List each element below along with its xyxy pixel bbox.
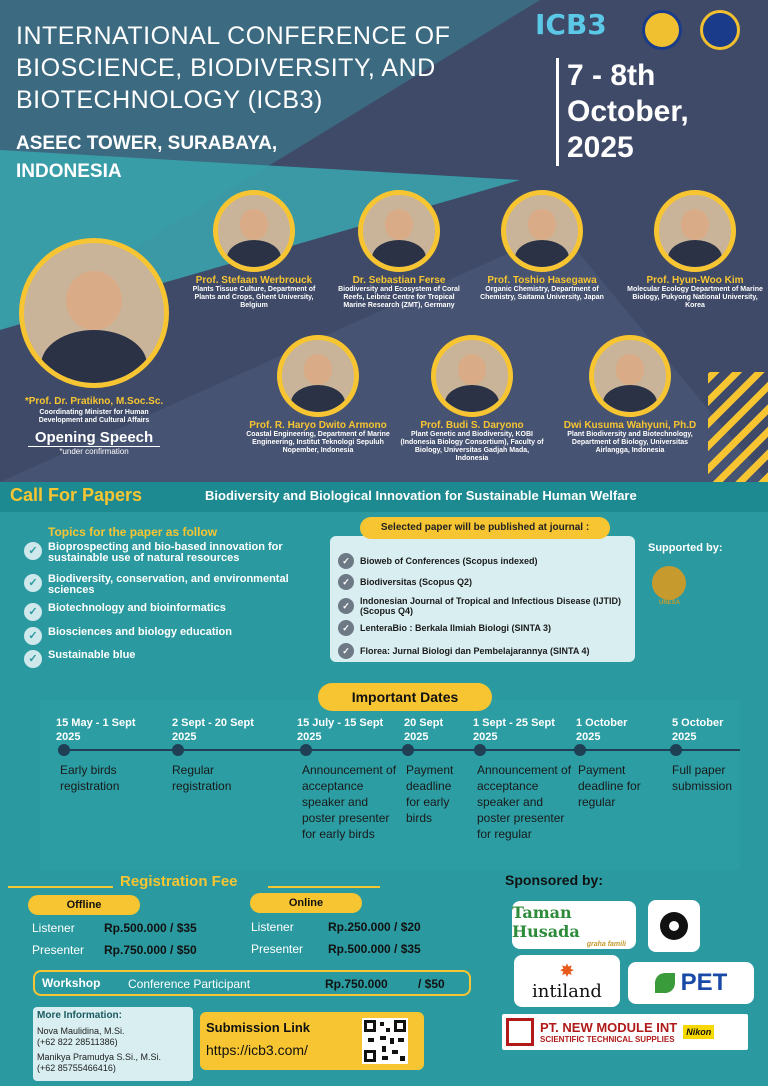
pet-text: PET bbox=[680, 969, 728, 996]
workshop-fee: Rp.750.000 bbox=[325, 977, 388, 991]
timeline-dot bbox=[574, 744, 586, 756]
supported-by-label: Supported by: bbox=[648, 542, 723, 554]
timeline-line bbox=[60, 749, 740, 751]
new-module-logo bbox=[502, 1014, 748, 1050]
topic-label: Biotechnology and bioinformatics bbox=[48, 602, 226, 614]
speaker-affiliation: Plant Genetic and Biodiversity, KOBI (Indonesia Biology Consortium), Faculty of Biology, Universitas Gadjah Mada, Indonesia bbox=[400, 431, 544, 462]
conference-venue: ASEEC TOWER, SURABAYA, INDONESIA bbox=[16, 133, 278, 182]
speaker-photo bbox=[654, 190, 736, 272]
speaker-affiliation: Plants Tissue Culture, Department of Plants and Crops, Ghent University, Belgium bbox=[192, 286, 316, 309]
speaker-name: Prof. Budi S. Daryono bbox=[420, 420, 524, 431]
speaker-affiliation: Coastal Engineering, Department of Marine Engineering, Institut Teknologi Sepuluh Nopember, Indonesia bbox=[246, 431, 390, 454]
fee-label: Listener bbox=[32, 921, 75, 935]
fee-value: Rp.750.000 / $50 bbox=[104, 943, 197, 957]
timeline-date: 1 October 2025 bbox=[576, 717, 628, 743]
registration-heading: Registration Fee bbox=[120, 873, 238, 890]
timeline-desc: Announcement of acceptance speaker and poster presenter for regular bbox=[477, 763, 572, 841]
speaker-photo bbox=[213, 190, 295, 272]
journal-label: Indonesian Journal of Tropical and Infectious Disease (IJTID) (Scopus Q4) bbox=[360, 596, 622, 616]
journal-item bbox=[338, 643, 634, 659]
keynote-photo bbox=[19, 238, 169, 388]
check-icon: ✓ bbox=[24, 542, 42, 560]
fee-label: Presenter bbox=[251, 942, 304, 956]
pet-logo bbox=[628, 962, 754, 1004]
timeline-dot bbox=[300, 744, 312, 756]
keynote-speaker bbox=[6, 238, 182, 456]
contact-name: Nova Maulidina, M.Si. bbox=[37, 1026, 125, 1036]
topic-item bbox=[24, 650, 324, 668]
check-icon: ✓ bbox=[338, 643, 354, 659]
submission-label: Submission Link bbox=[206, 1020, 311, 1035]
timeline-dot bbox=[402, 744, 414, 756]
journal-label: Bioweb of Conferences (Scopus indexed) bbox=[360, 556, 538, 566]
speaker-card bbox=[398, 335, 546, 463]
its-logo-icon bbox=[700, 10, 740, 50]
topic-item bbox=[24, 603, 324, 621]
check-icon: ✓ bbox=[24, 627, 42, 645]
contact-phone: (+62 85755466416) bbox=[37, 1063, 116, 1073]
speaker-name: Dwi Kusuma Wahyuni, Ph.D bbox=[563, 420, 697, 431]
topic-label: Biodiversity, conservation, and environmental sciences bbox=[48, 573, 289, 596]
keynote-note: *under confirmation bbox=[59, 447, 129, 456]
timeline-dot bbox=[58, 744, 70, 756]
journal-item bbox=[338, 620, 634, 636]
check-icon: ✓ bbox=[338, 620, 354, 636]
reg-divider bbox=[8, 886, 113, 888]
fee-label: Presenter bbox=[32, 943, 85, 957]
important-dates-heading: Important Dates bbox=[318, 683, 492, 711]
topic-item bbox=[24, 574, 324, 596]
topic-item bbox=[24, 542, 324, 564]
decorative-stripes bbox=[708, 372, 768, 482]
taman-husada-logo bbox=[512, 901, 636, 949]
speaker-affiliation: Biodiversity and Ecosystem of Coral Reefs, Leibniz Centre for Tropical Marine Research (ZMT), Germany bbox=[338, 286, 460, 309]
module-tagline: SCIENTIFIC TECHNICAL SUPPLIES bbox=[540, 1035, 675, 1044]
timeline-dot bbox=[172, 744, 184, 756]
online-label: Online bbox=[250, 893, 362, 913]
speaker-photo bbox=[589, 335, 671, 417]
conference-title: INTERNATIONAL CONFERENCE OF BIOSCIENCE, BIODIVERSITY, AND BIOTECHNOLOGY (ICB3) bbox=[16, 22, 451, 114]
speaker-name: Prof. Stefaan Werbrouck bbox=[195, 275, 313, 286]
check-icon: ✓ bbox=[24, 650, 42, 668]
contact-name: Manikya Pramudya S.Si., M.Si. bbox=[37, 1052, 162, 1062]
workshop-label: Workshop bbox=[42, 976, 101, 990]
unesa-logo-icon bbox=[652, 566, 686, 600]
timeline-dot bbox=[670, 744, 682, 756]
fee-label: Listener bbox=[251, 920, 294, 934]
taman-husada-tagline: graha famili bbox=[586, 940, 626, 948]
module-name: PT. NEW MODULE INT bbox=[540, 1020, 678, 1035]
speaker-card bbox=[238, 335, 398, 455]
intiland-logo bbox=[514, 955, 620, 1007]
workshop-participant: Conference Participant bbox=[128, 977, 251, 991]
taman-husada-text: Taman Husada bbox=[512, 902, 580, 941]
contact-phone: (+62 822 28511386) bbox=[37, 1037, 118, 1047]
journal-label: LenteraBio : Berkala Ilmiah Biologi (SINTA 3) bbox=[360, 623, 552, 633]
timeline-desc: Payment deadline for regular bbox=[578, 763, 641, 809]
timeline-desc: Full paper submission bbox=[672, 763, 733, 793]
speaker-affiliation: Plant Biodiversity and Biotechnology, Department of Biology, Universitas Airlangga, Indonesia bbox=[567, 431, 693, 454]
journal-heading: Selected paper will be published at journal : bbox=[360, 517, 610, 539]
topic-label: Bioprospecting and bio-based innovation for sustainable use of natural resources bbox=[48, 541, 283, 564]
speaker-affiliation: Organic Chemistry, Department of Chemistry, Saitama University, Japan bbox=[480, 286, 604, 301]
nikon-logo: Nikon bbox=[683, 1025, 714, 1039]
sponsored-heading: Sponsored by: bbox=[505, 872, 604, 888]
timeline-date: 2 Sept - 20 Sept 2025 bbox=[172, 717, 254, 743]
journal-item bbox=[338, 596, 634, 616]
timeline-desc: Payment deadline for early birds bbox=[406, 763, 454, 825]
event-date-days: 7 - 8th bbox=[567, 59, 656, 92]
topics-heading: Topics for the paper as follow bbox=[48, 525, 218, 539]
speaker-card bbox=[556, 335, 704, 455]
check-icon: ✓ bbox=[24, 603, 42, 621]
check-icon: ✓ bbox=[24, 574, 42, 592]
topic-label: Biosciences and biology education bbox=[48, 626, 232, 638]
module-mark-icon bbox=[506, 1018, 534, 1046]
speaker-name: Prof. Hyun-Woo Kim bbox=[646, 275, 744, 286]
workshop-fee-usd: / $50 bbox=[418, 977, 445, 991]
orchid-logo-icon bbox=[648, 900, 700, 952]
intiland-mark-icon: ✸ bbox=[560, 962, 574, 980]
speaker-photo bbox=[358, 190, 440, 272]
cfp-theme: Biodiversity and Biological Innovation for Sustainable Human Welfare bbox=[205, 488, 637, 503]
university-seal-icon bbox=[642, 10, 682, 50]
speaker-photo bbox=[501, 190, 583, 272]
timeline-date: 5 October 2025 bbox=[672, 717, 724, 743]
module-text-group bbox=[540, 1020, 677, 1044]
fee-value: Rp.250.000 / $20 bbox=[328, 920, 421, 934]
check-icon: ✓ bbox=[338, 598, 354, 614]
speaker-photo bbox=[277, 335, 359, 417]
opening-speech-label: Opening Speech bbox=[28, 429, 160, 447]
timeline-desc: Early birds registration bbox=[60, 763, 120, 793]
timeline-date: 15 May - 1 Sept 2025 bbox=[56, 717, 136, 743]
timeline-dot bbox=[474, 744, 486, 756]
reg-divider bbox=[268, 886, 380, 888]
topic-label: Sustainable blue bbox=[48, 649, 136, 661]
speaker-photo bbox=[431, 335, 513, 417]
fee-value: Rp.500.000 / $35 bbox=[328, 942, 421, 956]
speaker-name: Prof. R. Haryo Dwito Armono bbox=[249, 420, 387, 431]
offline-label: Offline bbox=[28, 895, 140, 915]
contact-heading: More Information: bbox=[37, 1010, 122, 1021]
timeline-date: 20 Sept 2025 bbox=[404, 717, 444, 743]
speaker-card bbox=[190, 190, 318, 310]
intiland-text: intiland bbox=[532, 980, 602, 1002]
journal-label: Florea: Jurnal Biologi dan Pembelajarannya (SINTA 4) bbox=[360, 646, 590, 656]
event-date-year: 2025 bbox=[567, 131, 634, 164]
speaker-card bbox=[625, 190, 765, 310]
speaker-affiliation: Molecular Ecology Department of Marine Biology, Pukyong National University, Korea bbox=[627, 286, 763, 309]
unesa-label: UNESA bbox=[659, 600, 681, 606]
check-icon: ✓ bbox=[338, 574, 354, 590]
qr-code-icon bbox=[362, 1018, 408, 1064]
pet-leaf-icon bbox=[655, 973, 675, 993]
speaker-name: Prof. Toshio Hasegawa bbox=[487, 275, 597, 286]
speaker-card bbox=[335, 190, 463, 310]
event-date-month: October, bbox=[567, 95, 689, 128]
timeline-desc: Regular registration bbox=[172, 763, 232, 793]
event-dates bbox=[556, 58, 756, 166]
submission-link[interactable]: https://icb3.com/ bbox=[206, 1042, 308, 1058]
speaker-name: Dr. Sebastian Ferse bbox=[352, 275, 446, 286]
speaker-card bbox=[478, 190, 606, 302]
check-icon: ✓ bbox=[338, 553, 354, 569]
timeline-desc: Announcement of acceptance speaker and poster presenter for early birds bbox=[302, 763, 397, 841]
icb3-logo: ICB3 bbox=[535, 8, 607, 41]
fee-value: Rp.500.000 / $35 bbox=[104, 921, 197, 935]
journal-item bbox=[338, 574, 634, 590]
journal-label: Biodiversitas (Scopus Q2) bbox=[360, 577, 473, 587]
keynote-affiliation: Coordinating Minister for Human Development and Cultural Affairs bbox=[38, 409, 150, 424]
topic-item bbox=[24, 627, 324, 645]
contact-box bbox=[33, 1007, 193, 1081]
journal-item bbox=[338, 553, 634, 569]
timeline-date: 15 July - 15 Sept 2025 bbox=[297, 717, 384, 743]
keynote-name: *Prof. Dr. Pratikno, M.Soc.Sc. bbox=[24, 396, 164, 407]
cfp-title: Call For Papers bbox=[10, 485, 143, 505]
timeline-date: 1 Sept - 25 Sept 2025 bbox=[473, 717, 555, 743]
